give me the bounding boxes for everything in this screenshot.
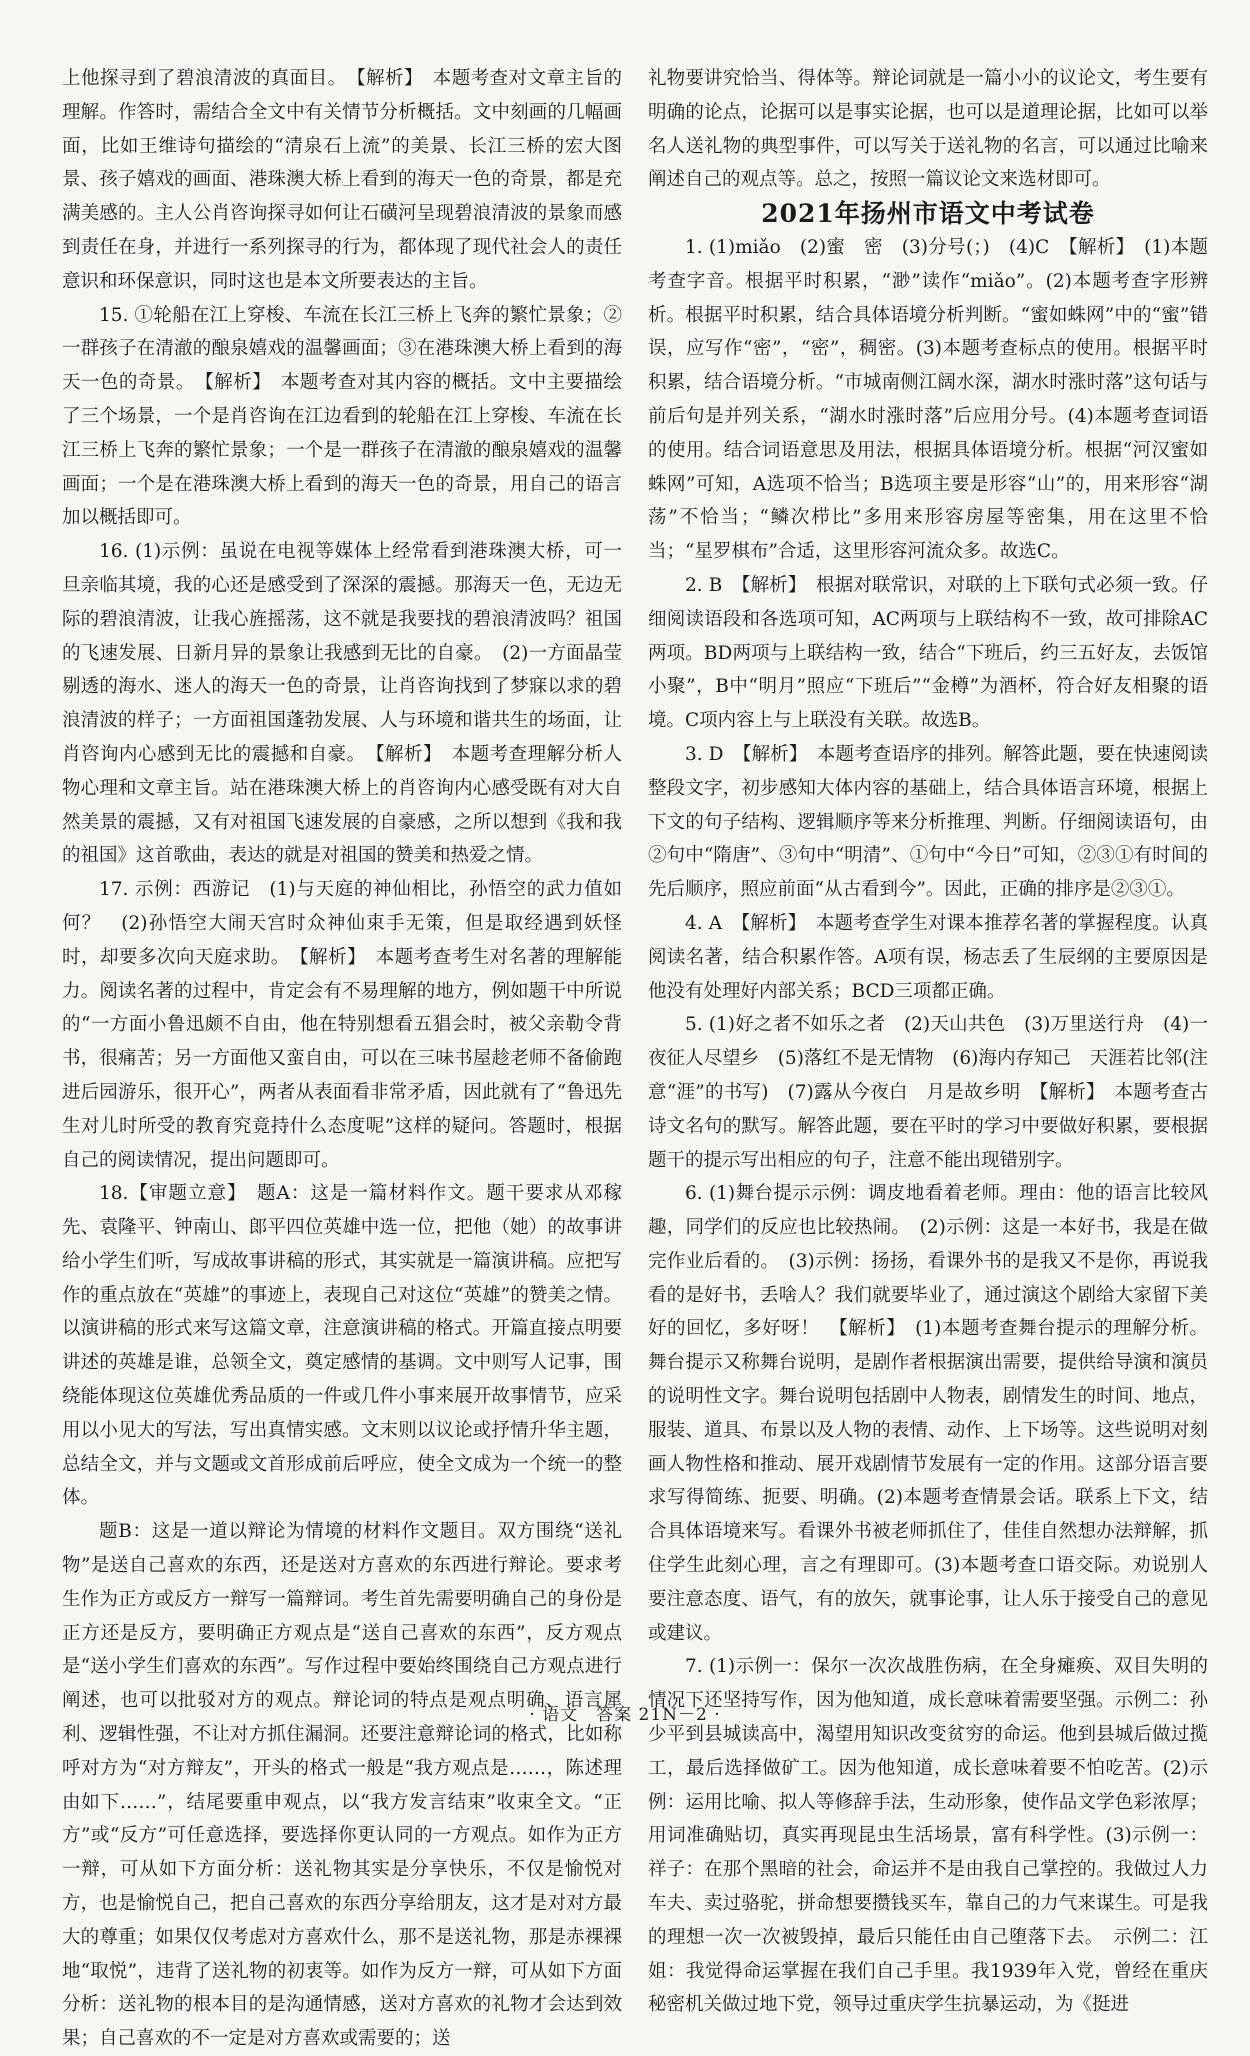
answer-paragraph: 2. B 【解析】 根据对联常识，对联的上下联句式必须一致。仔细阅读语段和各选项可知，AC两项与上联结构不一致，故可排除AC两项。BD两项与上联结构一致，结合“下班后，约三五好友，去饭馆小聚”，B中“明月”照应“下班后”“金樽”为酒杯，符合好友相聚的语境。C项内容上与上联没有关联。故选B。 [648, 574, 1208, 732]
answer-paragraph: 礼物要讲究恰当、得体等。辩论词就是一篇小小的议论文，考生要有明确的论点，论据可以是事实论据，也可以是道理论据，比如可以举名人送礼物的典型事件，可以写关于送礼物的名言，可以通过比喻来阐述自己的观点等。总之，按照一篇议论文来选材即可。 [648, 68, 1208, 191]
answer-paragraph: 3. D 【解析】 本题考查语序的排列。解答此题，要在快速阅读整段文字，初步感知大体内容的基础上，结合具体语言环境，根据上下文的句子结构、逻辑顺序等来分析推理、判断。仔细阅读语句，由②句中“隋唐”、③句中“明清”、①句中“今日”可知，②③①有时间的先后顺序，照应前面“从古看到今”。因此，正确的排序是②③①。 [648, 743, 1208, 901]
section-title: 2021年扬州市语文中考试卷 [761, 199, 1095, 229]
answer-paragraph: 15. ①轮船在江上穿梭、车流在长江三桥上飞奔的繁忙景象；②一群孩子在清澈的酿泉嬉戏的温馨画面；③在港珠澳大桥上看到的海天一色的奇景。 【解析】 本题考查对其内容的概括。文中主要描绘了三个场景，一个是肖咨询在江边看到的轮船在江上穿梭、车流在长江三桥上飞奔的繁忙景象；一个是一群孩子在清澈的酿泉嬉戏的温馨画面；一个是在港珠澳大桥上看到的海天一色的奇景，用自己的语言加以概括即可。 [62, 304, 622, 529]
answer-paragraph: 5. (1)好之者不如乐之者 (2)天山共色 (3)万里送行舟 (4)一夜征人尽望乡 (5)落红不是无情物 (6)海内存知己 天涯若比邻(注意“涯”的书写) (7)露从今夜白 月是故乡明 【解析】 本题考查古诗文名句的默写。解答此题，要在平时的学习中要做好积累，要根据题干的提示写出相应的句子，注意不能出现错别字。 [648, 1014, 1208, 1171]
right-column-answers [648, 231, 1208, 2022]
answer-paragraph: 1. (1)miǎo (2)蜜 密 (3)分号(；) (4)C 【解析】 (1)本题考查字音。根据平时积累，“渺”读作“miǎo”。(2)本题考查字形辨析。根据平时积累，结合具体语境分析判断。“蜜如蛛网”中的“蜜”错误，应写作“密”，“密”，稠密。(3)本题考查标点的使用。根据平时积累，结合语境分析。“市城南侧江阔水深，湖水时涨时落”这句话与前后句是并列关系，“湖水时涨时落”后应用分号。(4)本题考查词语的使用。结合词语意思及用法，根据具体语境分析。根据“河汉蜜如蛛网”可知，A选项不恰当；B选项主要是形容“山”的，用来形容“湖荡”不恰当；“鳞次栉比”多用来形容房屋等密集，用在这里不恰当；“星罗棋布”合适，这里形容河流众多。故选C。 [648, 236, 1208, 563]
answer-paragraph: 上他探寻到了碧浪清波的真面目。 【解析】 本题考查对文章主旨的理解。作答时，需结合全文中有关情节分析概括。文中刻画的几幅画面，比如王维诗句描绘的“清泉石上流”的美景、长江三桥的宏大图景、孩子嬉戏的画面、港珠澳大桥上看到的海天一色的奇景，都是充满美感的。主人公肖咨询探寻如何让石磺河呈现碧浪清波的景象而感到责任在身，并进行一系列探寻的行为，都体现了现代社会人的责任意识和环保意识，同时这也是本文所要表达的主旨。 [62, 68, 622, 292]
left-column [62, 62, 622, 2056]
answer-paragraph: 18.【审题立意】 题A：这是一篇材料作文。题干要求从邓稼先、袁隆平、钟南山、郎平四位英雄中选一位，把他（她）的故事讲给小学生们听，写成故事讲稿的形式，其实就是一篇演讲稿。应把写作的重点放在“英雄”的事迹上，表现自己对这位“英雄”的赞美之情。以演讲稿的形式来写这篇文章，注意演讲稿的格式。开篇直接点明要讲述的英雄是谁，总领全文，奠定感情的基调。文中则写人记事，围绕能体现这位英雄优秀品质的一件或几件小事来展开故事情节，应采用以小见大的写法，写出真情实感。文末则以议论或抒情升华主题，总结全文，并与文题或文首形成前后呼应，使全文成为一个统一的整体。 [62, 1183, 622, 1509]
answer-paragraph: 6. (1)舞台提示示例：调皮地看着老师。理由：他的语言比较风趣，同学们的反应也比较热闹。 (2)示例：这是一本好书，我是在做完作业后看的。 (3)示例：扬扬，看课外书的是我又不是你，再说我看的是好书，丢啥人？我们就要毕业了，通过演这个剧给大家留下美好的回忆，多好呀！ 【解析】 (1)本题考查舞台提示的理解分析。舞台提示又称舞台说明，是剧作者根据演出需要，提供给导演和演员的说明性文字。舞台说明包括剧中人物表，剧情发生的时间、地点，服装、道具、布景以及人物的表情、动作、上下场等。这些说明对刻画人物性格和推动、展开戏剧情节发展有一定的作用。这部分语言要求写得简练、扼要、明确。(2)本题考查情景会话。联系上下文，结合具体语境来写。看课外书被老师抓住了，佳佳自然想办法辩解，抓住学生此刻心理，言之有理即可。(3)本题考查口语交际。劝说别人要注意态度、语气，有的放矢，就事论事，让人乐于接受自己的意见或建议。 [648, 1183, 1208, 1644]
answer-paragraph: 17. 示例：西游记 (1)与天庭的神仙相比，孙悟空的武力值如何？ (2)孙悟空大闹天宫时众神仙束手无策，但是取经遇到妖怪时，却要多次向天庭求助。 【解析】 本题考查考生对名著的理解能力。阅读名著的过程中，肯定会有不易理解的地方，例如题干中所说的“一方面小鲁迅颇不自由，他在特别想看五猖会时，被父亲勒令背书，很痛苦；另一方面他又蛮自由，可以在三味书屋趁老师不备偷跑进后园游乐，很开心”，两者从表面看非常矛盾，因此就有了“鲁迅先生对儿时所受的教育究竟持什么态度呢”这样的疑问。答题时，根据自己的阅读情况，提出问题即可。 [62, 879, 622, 1171]
right-column-continuation [648, 62, 1208, 197]
right-column [648, 62, 1208, 2022]
answer-paragraph: 题B：这是一道以辩论为情境的材料作文题目。双方围绕“送礼物”是送自己喜欢的东西，还是送对方喜欢的东西进行辩论。要求考生作为正方或反方一辩写一篇辩词。考生首先需要明确自己的身份是正方还是反方，要明确正方观点是“送自己喜欢的东西”，反方观点是“送小学生们喜欢的东西”。写作过程中要始终围绕自己方观点进行阐述，也可以批驳对方的观点。辩论词的特点是观点明确、语言犀利、逻辑性强，不让对方抓住漏洞。还要注意辩论词的格式，比如称呼对方为“对方辩友”，开头的格式一般是“我方观点是……，陈述理由如下……”，结尾要重申观点，以“我方发言结束”收束全文。“正方”或“反方”可任意选择，要选择你更认同的一方观点。如作为正方一辩，可从如下方面分析：送礼物其实是分享快乐，不仅是愉悦对方，也是愉悦自己，把自己喜欢的东西分享给朋友，这才是对对方最大的尊重；如果仅仅考虑对方喜欢什么，那不是送礼物，那是赤裸裸地“取悦”，违背了送礼物的初衷等。如作为反方一辩，可从如下方面分析：送礼物的根本目的是沟通情感，送对方喜欢的礼物才会达到效果；自己喜欢的不一定是对方喜欢或需要的；送 [62, 1521, 622, 2050]
answer-paragraph: 4. A 【解析】 本题考查学生对课本推荐名著的掌握程度。认真阅读名著，结合积累作答。A项有误，杨志丢了生辰纲的主要原因是他没有处理好内部关系；BCD三项都正确。 [648, 912, 1208, 1002]
answer-paragraph: 16. (1)示例：虽说在电视等媒体上经常看到港珠澳大桥，可一旦亲临其境，我的心还是感受到了深深的震撼。那海天一色，无边无际的碧浪清波，让我心旌摇荡，这不就是我要找的碧浪清波吗？祖国的飞速发展、日新月异的景象让我感到无比的自豪。 (2)一方面晶莹剔透的海水、迷人的海天一色的奇景，让肖咨询找到了梦寐以求的碧浪清波的样子；一方面祖国蓬勃发展、人与环境和谐共生的场面，让肖咨询内心感到无比的震撼和自豪。 【解析】 本题考查理解分析人物心理和文章主旨。站在港珠澳大桥上的肖咨询内心感受既有对大自然美景的震撼，又有对祖国飞速发展的自豪感，之所以想到《我和我的祖国》这首歌曲，表达的就是对祖国的赞美和热爱之情。 [62, 541, 622, 867]
answer-paragraph: 7. (1)示例一：保尔一次次战胜伤病，在全身瘫痪、双目失明的情况下还坚持写作，因为他知道，成长意味着需要坚强。示例二：孙少平到县城读高中，渴望用知识改变贫穷的命运。他到县城后做过揽工，最后选择做矿工。因为他知道，成长意味着要不怕吃苦。(2)示例：运用比喻、拟人等修辞手法，生动形象，使作品文学色彩浓厚；用词准确贴切，真实再现昆虫生活场景，富有科学性。(3)示例一：祥子：在那个黑暗的社会，命运并不是由我自己掌控的。我做过人力车夫、卖过骆驼，拼命想要攒钱买车，靠自己的力气来谋生。可是我的理想一次一次被毁掉，最后只能任由自己堕落下去。 示例二：江姐：我觉得命运掌握在我们自己手里。我1939年入党，曾经在重庆秘密机关做过地下党，领导过重庆学生抗暴运动，为《挺进 [648, 1656, 1208, 2016]
page-footer: · 语文 答案 21N－2 · [529, 1705, 721, 1725]
